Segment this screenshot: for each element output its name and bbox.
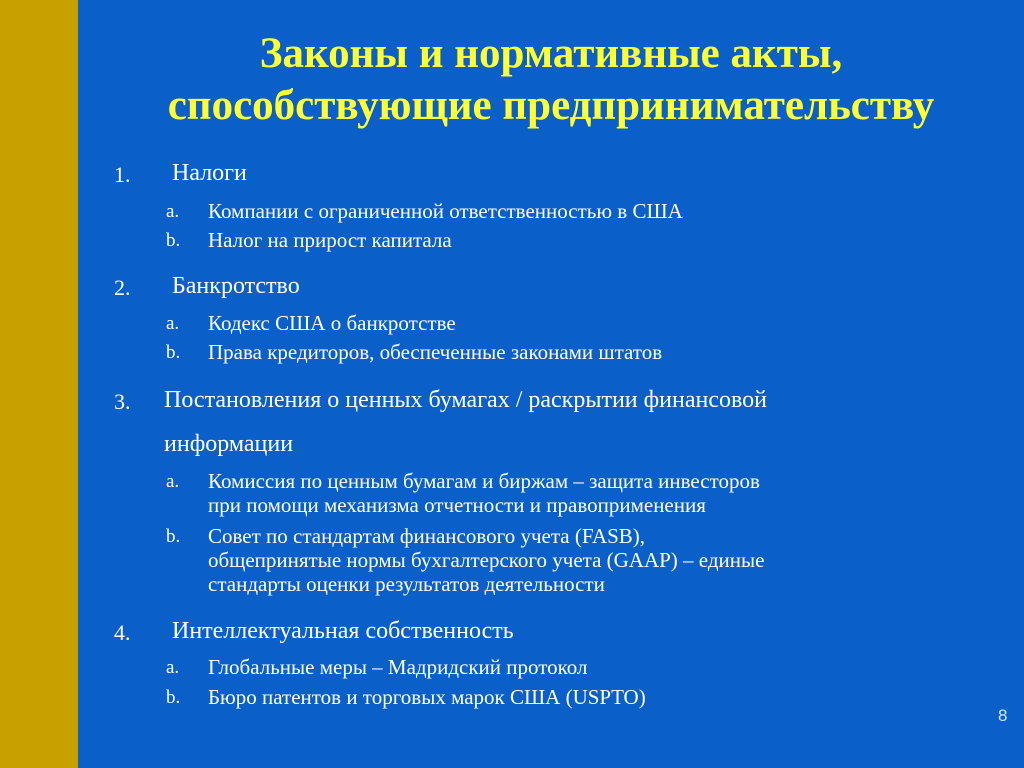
- sub-item-line: Налог на прирост капитала: [208, 228, 452, 252]
- slide-title: [78, 28, 1024, 132]
- sub-letter: a.: [166, 657, 180, 678]
- sub-item: [208, 311, 456, 335]
- sub-item-line: Компании с ограниченной ответственностью в США: [208, 199, 683, 223]
- side-accent-bar: [0, 0, 78, 768]
- sub-item-line: Глобальные меры – Мадридский протокол: [208, 655, 588, 679]
- item-number: 3.: [114, 389, 131, 414]
- title-line-2: способствующие предпринимательству: [167, 82, 935, 129]
- sub-item-line: общепринятые нормы бухгалтерского учета (GAAP) – единые: [208, 548, 765, 572]
- sub-item-line: при помощи механизма отчетности и правоприменения: [208, 493, 706, 517]
- item-number: 2.: [114, 275, 131, 300]
- slide: [78, 0, 1024, 768]
- item-label-ip: Интеллектуальная собственность: [172, 618, 514, 644]
- sub-item-line: Кодекс США о банкротстве: [208, 311, 456, 335]
- sub-item: [208, 340, 662, 364]
- sub-letter: b.: [166, 230, 181, 251]
- title-line-1: Законы и нормативные акты,: [259, 30, 843, 77]
- sub-letter: a.: [166, 471, 180, 492]
- sub-letter: b.: [166, 342, 181, 363]
- sub-letter: b.: [166, 687, 181, 708]
- sub-item-line: Бюро патентов и торговых марок США (USPTO): [208, 685, 646, 709]
- sub-item: [208, 199, 683, 223]
- item-label-securities: Постановления о ценных бумагах / раскрытии финансовой: [164, 387, 768, 413]
- page-number: 8: [998, 706, 1008, 725]
- sub-letter: b.: [166, 526, 181, 547]
- sub-item-line: Комиссия по ценным бумагам и биржам – защита инвесторов: [208, 469, 760, 493]
- item-label-taxes: Налоги: [172, 160, 247, 186]
- sub-item-line: Совет по стандартам финансового учета (FASB),: [208, 524, 646, 548]
- item-label-securities-cont: информации: [164, 431, 294, 457]
- sub-item: [208, 228, 452, 252]
- item-label-bankruptcy: Банкротство: [172, 273, 300, 299]
- sub-item: [208, 469, 760, 517]
- item-number: 1.: [114, 162, 131, 187]
- item-number: 4.: [114, 620, 131, 645]
- sub-letter: a.: [166, 313, 180, 334]
- sub-letter: a.: [166, 201, 180, 222]
- sub-item: [208, 524, 764, 596]
- sub-item-line: Права кредиторов, обеспеченные законами штатов: [208, 340, 663, 364]
- sub-item-line: стандарты оценки результатов деятельности: [208, 572, 605, 596]
- sub-item: [208, 655, 587, 679]
- sub-item: [208, 685, 646, 709]
